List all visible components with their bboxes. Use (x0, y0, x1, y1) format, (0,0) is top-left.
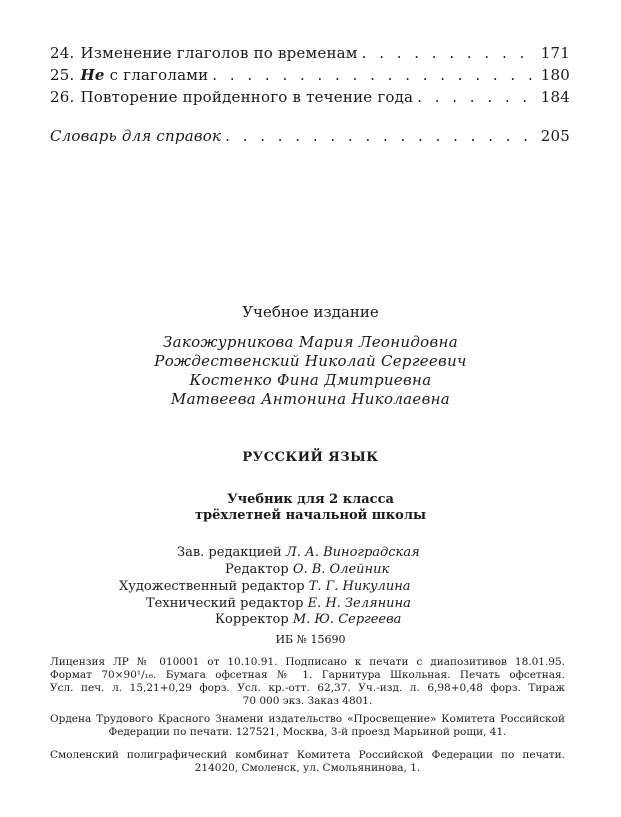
toc-entry-title-rest: с глаголами (109, 66, 209, 84)
credit-line (215, 612, 615, 627)
credit-role: Художественный редактор (119, 579, 305, 594)
edition-label: Учебное издание (242, 303, 379, 321)
toc-entry-page: 184 (540, 88, 570, 106)
license-block (50, 656, 565, 708)
printer-line: Смоленский полиграфический комбинат Комитета Российской Федерации по печати. (50, 749, 565, 761)
toc-entry (50, 66, 570, 84)
toc-entry-number: 26. (50, 88, 75, 106)
book-subtitle-line: Учебник для 2 класса (227, 492, 394, 507)
ib-number: ИБ № 15690 (275, 633, 346, 646)
toc-dictionary-title: Словарь для справок (50, 127, 222, 145)
credit-line (225, 562, 621, 577)
toc-entry-number: 25. (50, 66, 75, 84)
book-title: РУССКИЙ ЯЗЫК (242, 450, 379, 465)
credit-role: Технический редактор (146, 596, 304, 611)
toc-entry-page: 171 (540, 44, 570, 62)
toc-entry-title (80, 66, 208, 84)
credit-role: Редактор (225, 562, 289, 577)
license-line: Усл. печ. л. 15,21+0,29 форз. Усл. кр.-отт. 62,37. Уч.-изд. л. 6,98+0,48 форз. Тираж (50, 682, 565, 694)
credit-role: Корректор (215, 612, 289, 627)
toc-entry-title-emphasis: Не (80, 66, 105, 84)
toc-dictionary-entry (50, 127, 570, 145)
publisher-line: Федерации по печати. 127521, Москва, 3-й проезд Марьиной рощи, 41. (108, 726, 507, 738)
toc-entry (50, 88, 570, 106)
toc-entry-title: Повторение пройденного в течение года (80, 88, 414, 106)
credit-role: Зав. редакцией (177, 545, 282, 560)
toc-dot-leader (225, 127, 537, 145)
publisher-block (50, 713, 565, 739)
printer-block (50, 749, 565, 775)
credit-name: М. Ю. Сергеева (292, 612, 402, 627)
author-name: Костенко Фина Дмитриевна (189, 371, 432, 389)
toc-dot-leader (362, 44, 537, 62)
book-subtitle-line: трёхлетней начальной школы (194, 508, 427, 523)
toc-entry-page: 180 (540, 66, 570, 84)
printer-line: 214020, Смоленск, ул. Смольянинова, 1. (194, 762, 421, 774)
credit-name: Л. А. Виноградская (285, 545, 420, 560)
credit-line (177, 545, 577, 560)
toc-dot-leader (417, 88, 537, 106)
publisher-line: Ордена Трудового Красного Знамени издательство «Просвещение» Комитета Российской (50, 713, 565, 725)
license-line: Формат 70×90¹/₁₆. Бумага офсетная № 1. Гарнитура Школьная. Печать офсетная. (50, 669, 565, 681)
credit-name: Е. Н. Зелянина (307, 596, 411, 611)
credit-name: О. В. Олейник (292, 562, 390, 577)
author-name: Закожурникова Мария Леонидовна (163, 333, 458, 351)
license-line: 70 000 экз. Заказ 4801. (242, 695, 373, 707)
license-line: Лицензия ЛР № 010001 от 10.10.91. Подписано к печати с диапозитивов 18.01.95. (50, 656, 565, 668)
credit-line (119, 579, 519, 594)
author-name: Матвеева Антонина Николаевна (170, 390, 451, 408)
toc-entry-title: Изменение глаголов по временам (80, 44, 358, 62)
author-name: Рождественский Николай Сергеевич (154, 352, 467, 370)
toc-entry-number: 24. (50, 44, 75, 62)
toc-entry (50, 44, 570, 62)
credit-line (146, 596, 546, 611)
toc-dot-leader (212, 66, 536, 84)
toc-dictionary-page: 205 (540, 127, 570, 145)
credit-name: Т. Г. Никулина (308, 579, 411, 594)
